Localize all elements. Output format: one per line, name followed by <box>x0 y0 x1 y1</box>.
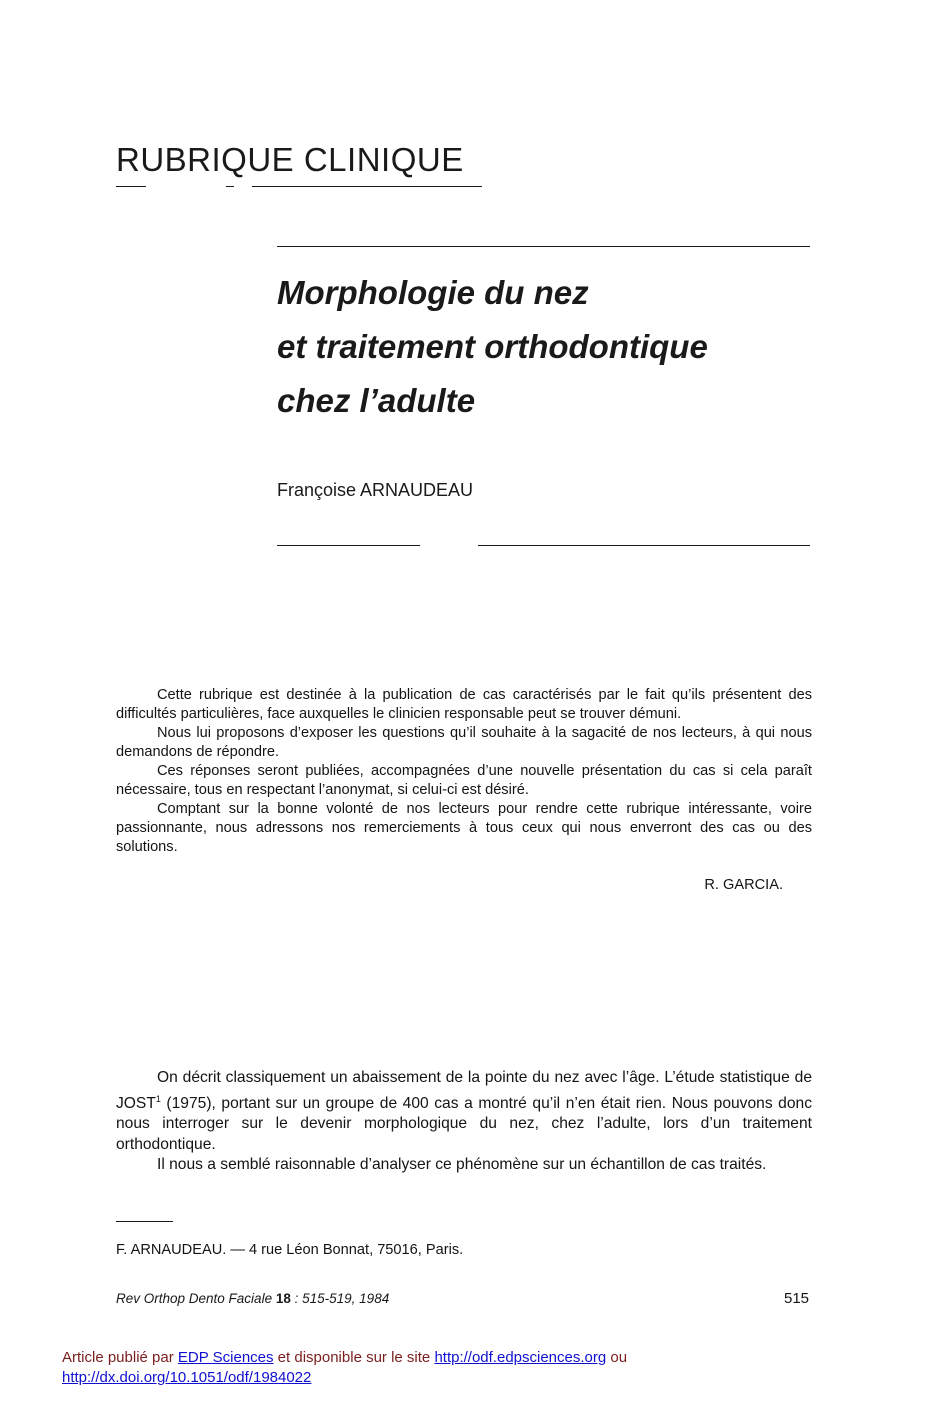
body-text: On décrit classiquement un abaissement de la pointe du nez avec l’âge. L’étude statistique de JOST <box>116 1069 812 1112</box>
banner-text: et disponible sur le site <box>273 1349 435 1366</box>
title-line: chez l’adulte <box>277 382 476 419</box>
title-bottom-rule <box>277 545 420 546</box>
intro-paragraph: Ces réponses seront publiées, accompagnées d’une nouvelle présentation du cas si cela paraît nécessaire, tous en respectant l’anonymat, si celui-ci est désiré. <box>116 763 812 798</box>
journal-citation <box>116 1291 389 1306</box>
title-line: et traitement orthodontique <box>277 328 708 365</box>
title-line: Morphologie du nez <box>277 274 589 311</box>
journal-volume: 18 <box>275 1291 291 1306</box>
body-paragraph: Il nous a semblé raisonnable d’analyser ce phénomène sur un échantillon de cas traités. <box>157 1156 767 1174</box>
author-affiliation: F. ARNAUDEAU. — 4 rue Léon Bonnat, 75016, Paris. <box>116 1242 464 1258</box>
title-top-rule <box>277 246 810 247</box>
author-name: Françoise ARNAUDEAU <box>277 480 474 500</box>
banner-text: Article publié par <box>62 1349 178 1366</box>
editor-signature: R. GARCIA. <box>704 877 783 893</box>
rubric-heading: RUBRIQUE CLINIQUE <box>116 141 464 178</box>
page-number: 515 <box>784 1290 810 1307</box>
banner-text: ou <box>606 1349 628 1366</box>
body-paragraph <box>116 1068 812 1155</box>
rubric-underline <box>116 186 146 187</box>
intro-paragraph: Cette rubrique est destinée à la publication de cas caractérisés par le fait qu’ils présentent des difficultés particulières, face auxquelles le clinicien responsable peut se trouver démuni. <box>116 687 812 722</box>
article-body <box>116 1068 812 1176</box>
rubric-underline <box>226 186 234 187</box>
intro-paragraph: Comptant sur la bonne volonté de nos lecteurs pour rendre cette rubrique intéressante, voire passionnante, nous adressons nos remerciements à tous ceux qui nous enverront des cas ou des solutions. <box>116 801 812 855</box>
site-link[interactable]: http://odf.edpsciences.org <box>434 1349 607 1366</box>
title-bottom-rule <box>478 545 810 546</box>
publisher-banner <box>62 1348 882 1388</box>
publisher-link[interactable]: EDP Sciences <box>177 1349 274 1366</box>
journal-name: Rev Orthop Dento Faciale <box>116 1291 273 1306</box>
article-title <box>277 266 837 428</box>
reference-superscript: 1 <box>155 1093 161 1104</box>
journal-pages: : 515-519, 1984 <box>290 1291 390 1306</box>
editorial-intro <box>116 686 812 857</box>
intro-paragraph: Nous lui proposons d’exposer les questions qu’il souhaite à la sagacité de nos lecteurs, à qui nous demandons de répondre. <box>116 725 812 760</box>
body-text: (1975), portant sur un groupe de 400 cas a montré qu’il n’en était rien. Nous pouvons donc nous interroger sur le devenir morphologique du nez, chez l’adulte, lors d’un traitement orthodontique. <box>116 1094 812 1153</box>
doi-link[interactable]: http://dx.doi.org/10.1051/odf/1984022 <box>62 1369 312 1386</box>
footnote-rule <box>116 1221 173 1222</box>
rubric-underline <box>252 186 482 187</box>
